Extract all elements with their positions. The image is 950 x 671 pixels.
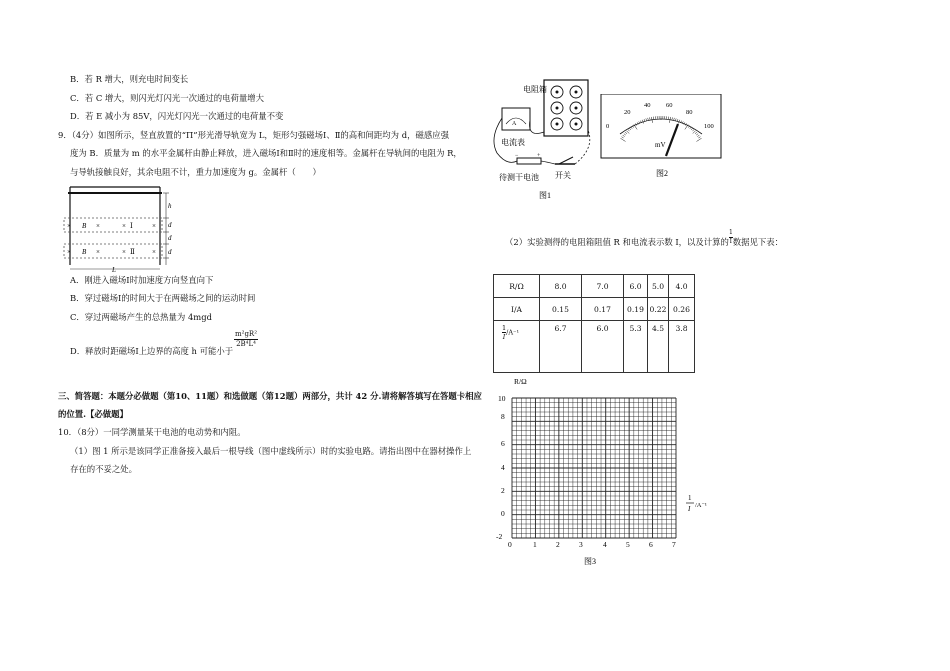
part2-suffix: 数据见下表： bbox=[732, 237, 784, 247]
option-8c: C．若 C 增大，则闪光灯闪光一次通过的电荷量增大 bbox=[70, 93, 265, 103]
cell-inv-2: 6.0 bbox=[582, 321, 624, 373]
row-label-i: I/A bbox=[494, 298, 540, 321]
measurement-table bbox=[493, 274, 695, 373]
fig3-x-4: 4 bbox=[603, 540, 607, 549]
question-10: 10．（8分）一同学测量某干电池的电动势和内阻。 bbox=[58, 427, 246, 437]
fig3-x-7: 7 bbox=[672, 540, 676, 549]
fraction-denominator: 2B⁴L⁴ bbox=[236, 340, 256, 348]
fig3-x-label-den: I bbox=[688, 505, 691, 513]
part2-frac-num: 1 bbox=[728, 229, 733, 236]
field-2-b-label: B bbox=[82, 248, 87, 256]
scale-0: 0 bbox=[606, 123, 610, 130]
battery-minus-label: − bbox=[515, 153, 519, 159]
scale-60: 60 bbox=[666, 102, 673, 109]
cell-r-4: 5.0 bbox=[648, 275, 669, 298]
fig3-x-2: 2 bbox=[556, 540, 560, 549]
fig3-y-6: 6 bbox=[501, 439, 505, 448]
field-x-mark: × bbox=[122, 222, 126, 230]
cell-inv-1: 6.7 bbox=[540, 321, 582, 373]
dim-d1-label: d bbox=[168, 221, 172, 229]
dim-d3-label: d bbox=[168, 248, 172, 256]
scale-80: 80 bbox=[686, 109, 693, 116]
cell-inv-3: 5.3 bbox=[624, 321, 648, 373]
cell-r-3: 6.0 bbox=[624, 275, 648, 298]
fig3-x-6: 6 bbox=[649, 540, 653, 549]
field-x-mark: × bbox=[122, 248, 126, 256]
figure-2-caption: 图2 bbox=[656, 169, 668, 178]
meter-unit-label: mV bbox=[655, 141, 666, 149]
table-row-inverse-i bbox=[494, 321, 695, 373]
field-1-b-label: B bbox=[82, 222, 87, 230]
ammeter-label: 电流表 bbox=[501, 138, 525, 147]
fig3-y-10: 10 bbox=[498, 394, 506, 403]
dim-d2-label: d bbox=[168, 234, 172, 242]
cell-r-1: 8.0 bbox=[540, 275, 582, 298]
inv-label-num: 1 bbox=[502, 324, 507, 332]
cell-i-1: 0.15 bbox=[540, 298, 582, 321]
scale-20: 20 bbox=[624, 109, 631, 116]
fig3-y-8: 8 bbox=[501, 412, 505, 421]
field-2-label: Ⅱ bbox=[130, 248, 135, 256]
table-row-i bbox=[494, 298, 695, 321]
width-l-label: L bbox=[112, 266, 116, 273]
question-9-line2: 度为 B．质量为 m 的水平金属杆由静止释放，进入磁场Ⅰ和Ⅱ时的速度相等。金属杆在导轨间的电阻为 R， bbox=[70, 148, 462, 158]
option-8d: D．若 E 减小为 85V，闪光灯闪光一次通过的电荷量不变 bbox=[70, 111, 284, 121]
option-9d-fraction bbox=[234, 330, 258, 349]
fig3-x-0: 0 bbox=[508, 540, 512, 549]
question-10-part1-line2: 存在的不妥之处。 bbox=[70, 464, 137, 474]
cell-i-5: 0.26 bbox=[669, 298, 695, 321]
fig3-x-1: 1 bbox=[533, 540, 537, 549]
section-3-heading-line2: 的位置.【必做题】 bbox=[58, 409, 128, 419]
fig3-y-0: 0 bbox=[501, 509, 505, 518]
cell-inv-4: 4.5 bbox=[648, 321, 669, 373]
question-9-line1: 9．（4分）如图所示，竖直放置的“Π”形光滑导轨宽为 L，矩形匀强磁场Ⅰ、Ⅱ的高和间距均为 d，磁感应强 bbox=[58, 130, 449, 140]
fig3-y-2: 2 bbox=[501, 486, 505, 495]
row-label-inverse-i bbox=[494, 321, 540, 373]
field-x-mark: × bbox=[67, 248, 71, 256]
cell-inv-5: 3.8 bbox=[669, 321, 695, 373]
question-10-part2 bbox=[505, 229, 784, 251]
field-x-mark: × bbox=[152, 248, 156, 256]
fig3-y-minus2: -2 bbox=[496, 532, 503, 541]
figure-3-grid bbox=[490, 374, 720, 570]
cell-i-2: 0.17 bbox=[582, 298, 624, 321]
field-x-mark: × bbox=[152, 222, 156, 230]
field-1-label: Ⅰ bbox=[130, 222, 133, 230]
figure-2-millivoltmeter bbox=[598, 94, 724, 184]
figure-3-caption: 图3 bbox=[584, 557, 596, 566]
option-9b: B．穿过磁场Ⅰ的时间大于在两磁场之间的运动时间 bbox=[70, 293, 256, 303]
figure-1-caption: 图1 bbox=[539, 191, 551, 200]
question-10-part1-line1: （1）图 1 所示是该同学正准备接入最后一根导线（图中虚线所示）时的实验电路。请指出图中在器材操作上 bbox=[70, 446, 472, 456]
field-x-mark: × bbox=[96, 248, 100, 256]
scale-100: 100 bbox=[704, 123, 714, 130]
section-3-heading-line1: 三、简答题：本题分必做题（第10、11题）和选做题（第12题）两部分，共计 42 分.请将解答填写在答题卡相应 bbox=[58, 391, 482, 401]
cell-i-4: 0.22 bbox=[648, 298, 669, 321]
resistance-box-label: 电阻箱 bbox=[523, 85, 547, 94]
option-8b: B．若 R 增大，则充电时间变长 bbox=[70, 74, 189, 84]
scale-40: 40 bbox=[644, 102, 651, 109]
fraction-numerator: m²gR² bbox=[235, 330, 258, 338]
row-label-r: R/Ω bbox=[494, 275, 540, 298]
question-9-line3: 与导轨接触良好，其余电阻不计，重力加速度为 g。金属杆（ ） bbox=[70, 167, 321, 177]
cell-r-2: 7.0 bbox=[582, 275, 624, 298]
fig3-x-label-num: 1 bbox=[688, 494, 692, 502]
table-row-r bbox=[494, 275, 695, 298]
fig3-y-label: R/Ω bbox=[514, 377, 527, 386]
battery-label: 待测干电池 bbox=[499, 173, 539, 182]
cell-i-3: 0.19 bbox=[624, 298, 648, 321]
switch-label: 开关 bbox=[555, 171, 571, 180]
option-9d: D．释放时距磁场Ⅰ上边界的高度 h 可能小于 bbox=[70, 346, 234, 356]
field-x-mark: × bbox=[67, 222, 71, 230]
height-h-label: h bbox=[168, 202, 172, 210]
q9-rail-figure bbox=[60, 183, 175, 273]
part2-frac-den: I bbox=[729, 238, 733, 245]
inv-label-den: I bbox=[502, 333, 506, 341]
battery-plus-label: + bbox=[537, 153, 541, 159]
cell-r-5: 4.0 bbox=[669, 275, 695, 298]
fig3-x-5: 5 bbox=[626, 540, 630, 549]
fig3-x-3: 3 bbox=[579, 540, 583, 549]
option-9c: C．穿过两磁场产生的总热量为 4mgd bbox=[70, 312, 212, 322]
option-9a: A．刚进入磁场Ⅰ时加速度方向竖直向下 bbox=[70, 275, 214, 285]
inv-label-unit: /A⁻¹ bbox=[506, 328, 520, 337]
fig3-y-4: 4 bbox=[501, 463, 505, 472]
field-x-mark: × bbox=[96, 222, 100, 230]
fig3-x-label-unit: /A⁻¹ bbox=[695, 502, 707, 509]
ammeter-a-label: A bbox=[512, 121, 517, 127]
figure-1-circuit bbox=[487, 68, 597, 203]
part2-prefix: （2）实验测得的电阻箱阻值 R 和电流表示数 I，以及计算的 bbox=[505, 237, 729, 247]
